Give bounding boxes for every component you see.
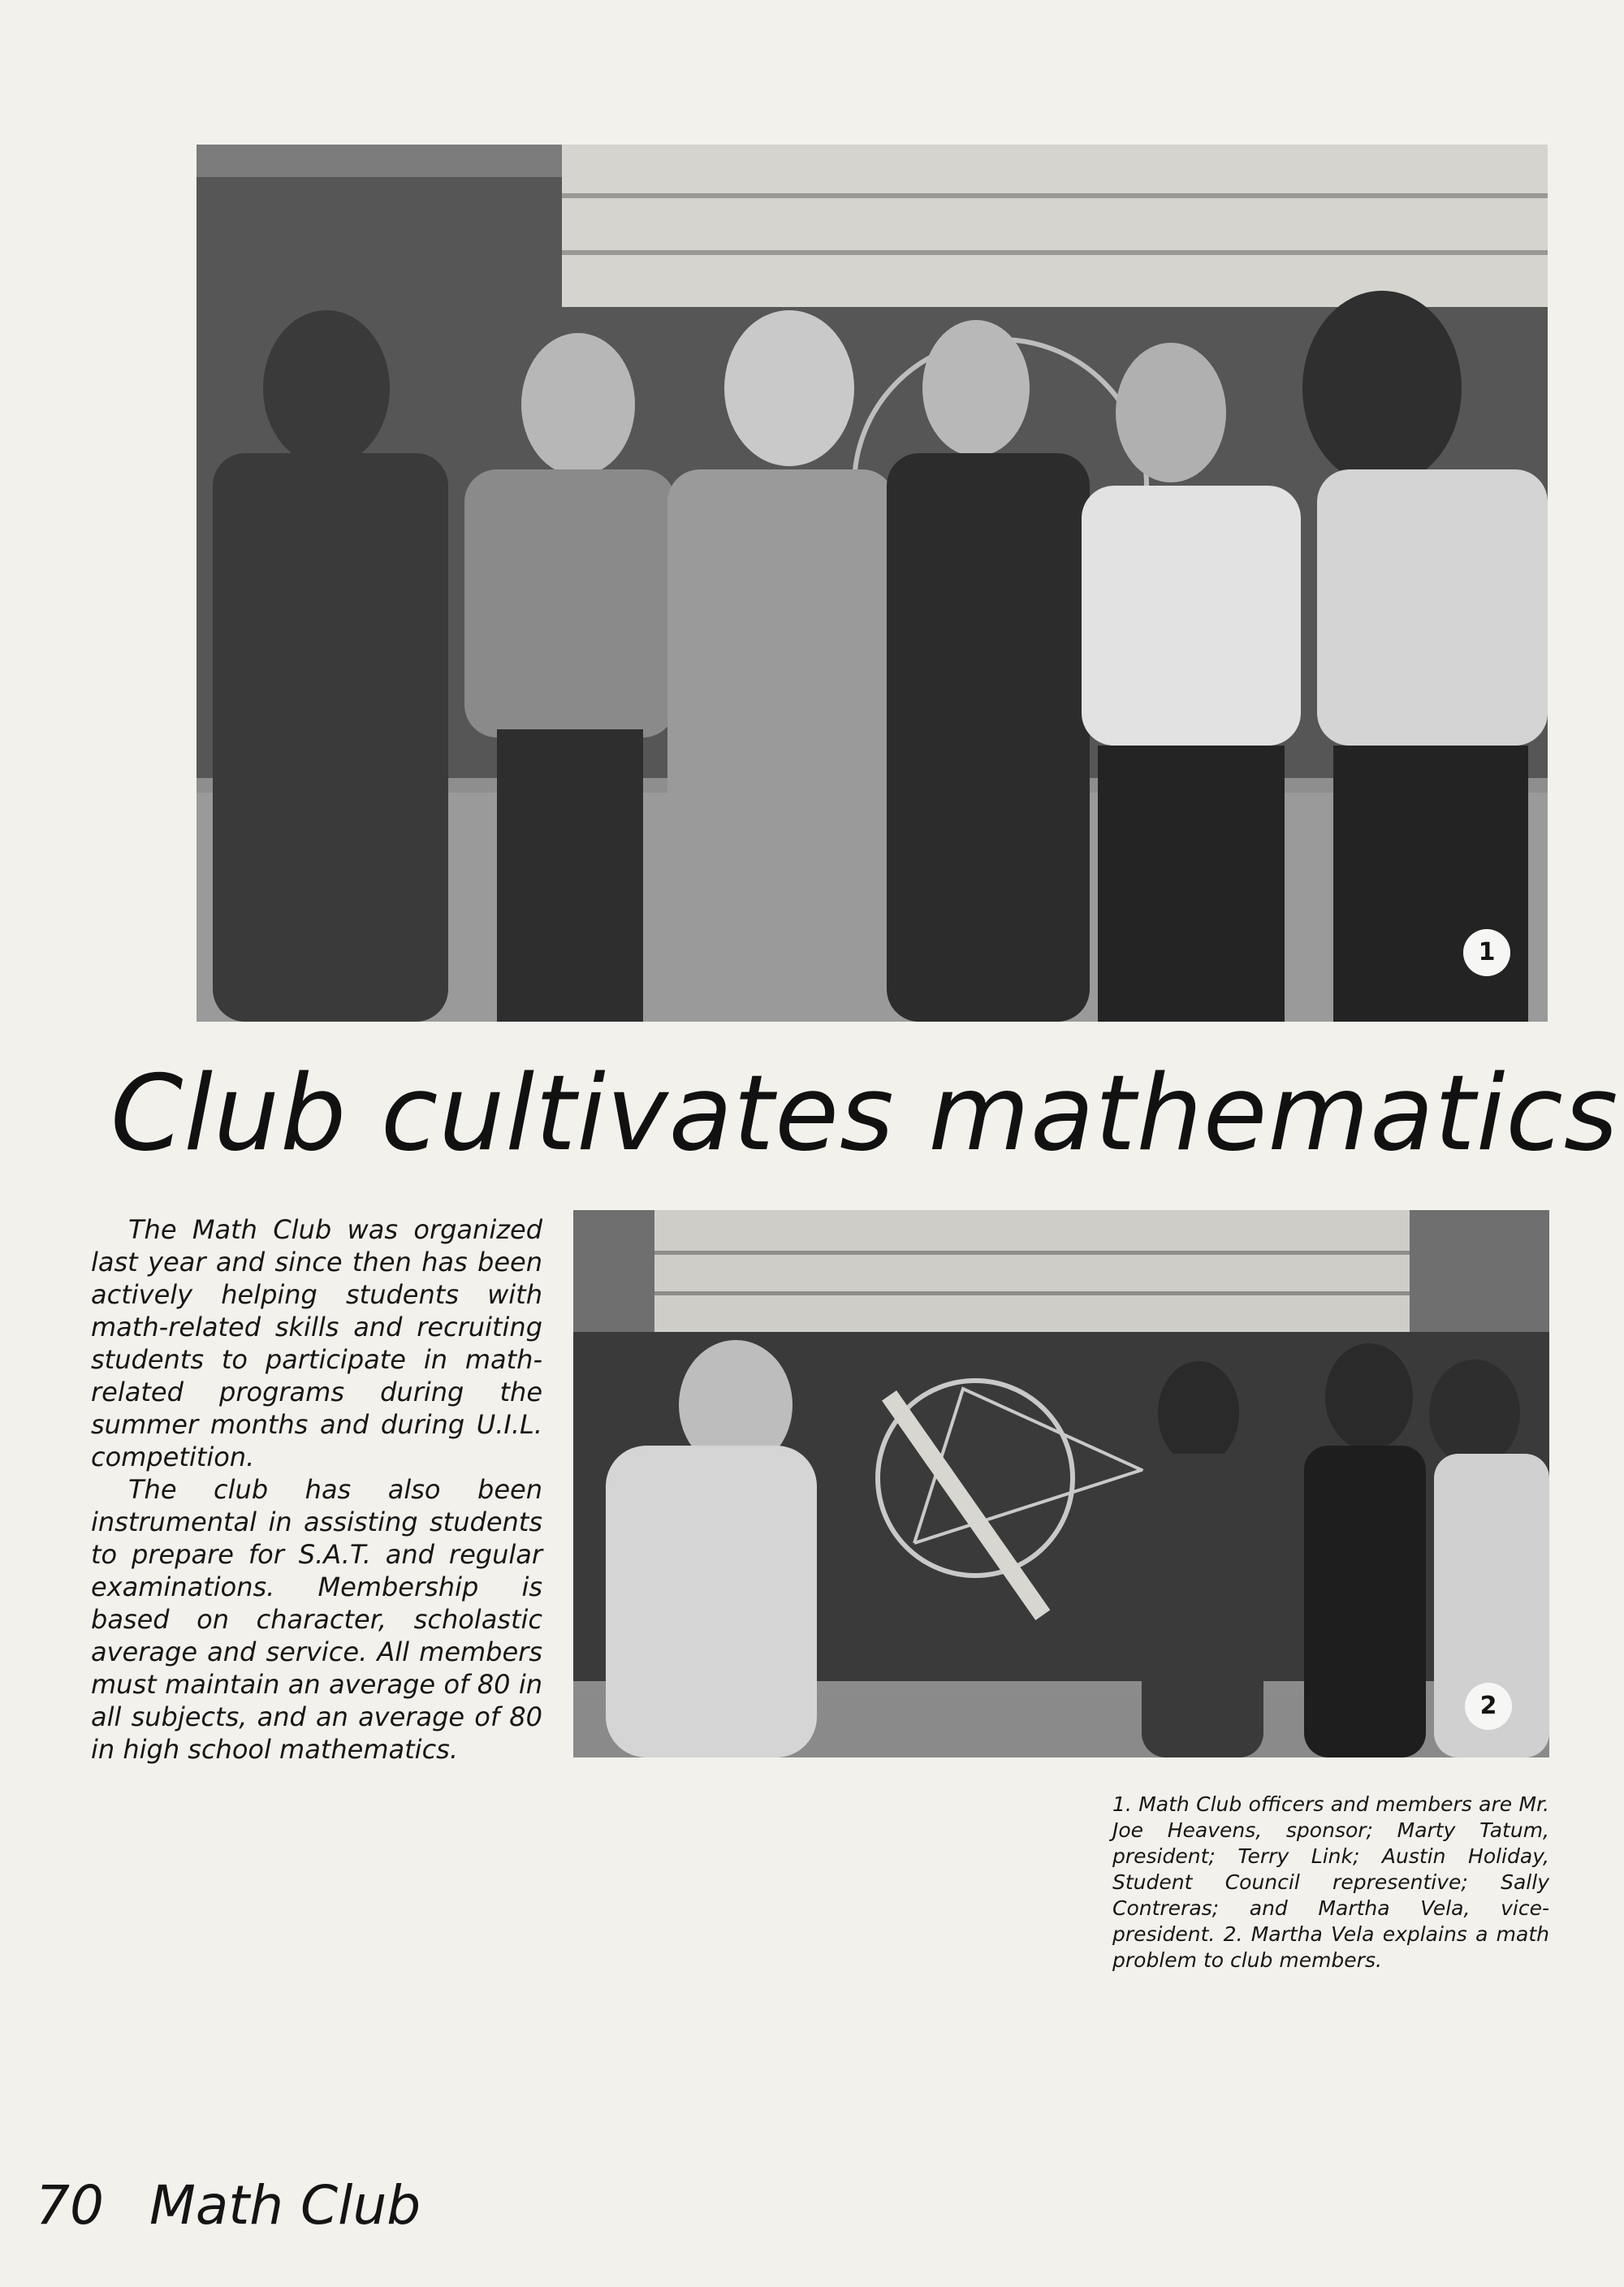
article-body bbox=[91, 1213, 542, 1766]
page-number: 70 bbox=[36, 2174, 104, 2237]
chalkboard-photo-image bbox=[573, 1210, 1549, 1757]
body-paragraph: The club has also been instrumental in assisting students to prepare for S.A.T. and regular examinations. Membership is based on character, scholastic average and service. All members must maintain an average of 80 in all subjects, and an average of 80 in high school mathematics. bbox=[91, 1474, 542, 1765]
photo-number-badge: 2 bbox=[1465, 1683, 1512, 1730]
group-photo-image bbox=[197, 145, 1548, 1022]
photo-caption: 1. Math Club officers and members are Mr. Joe Heavens, sponsor; Marty Tatum, president; Terry Link; Austin Holiday, Student Council representive; Sally Contreras; and Martha Vela, vice-president. 2. Martha Vela explains a math problem to club members. bbox=[1112, 1792, 1549, 1972]
chalkboard-photo bbox=[573, 1210, 1549, 1757]
section-name: Math Club bbox=[149, 2174, 421, 2237]
photo-number-badge: 1 bbox=[1463, 929, 1510, 976]
group-photo bbox=[197, 145, 1548, 1022]
headline: Club cultivates mathematics bbox=[110, 1053, 1619, 1174]
body-paragraph: The Math Club was organized last year and since then has been actively helping students with math-related skills and recruiting students to participate in math-related programs during the summer months and during U.I.L. competition. bbox=[91, 1214, 542, 1472]
folio bbox=[36, 2173, 421, 2238]
